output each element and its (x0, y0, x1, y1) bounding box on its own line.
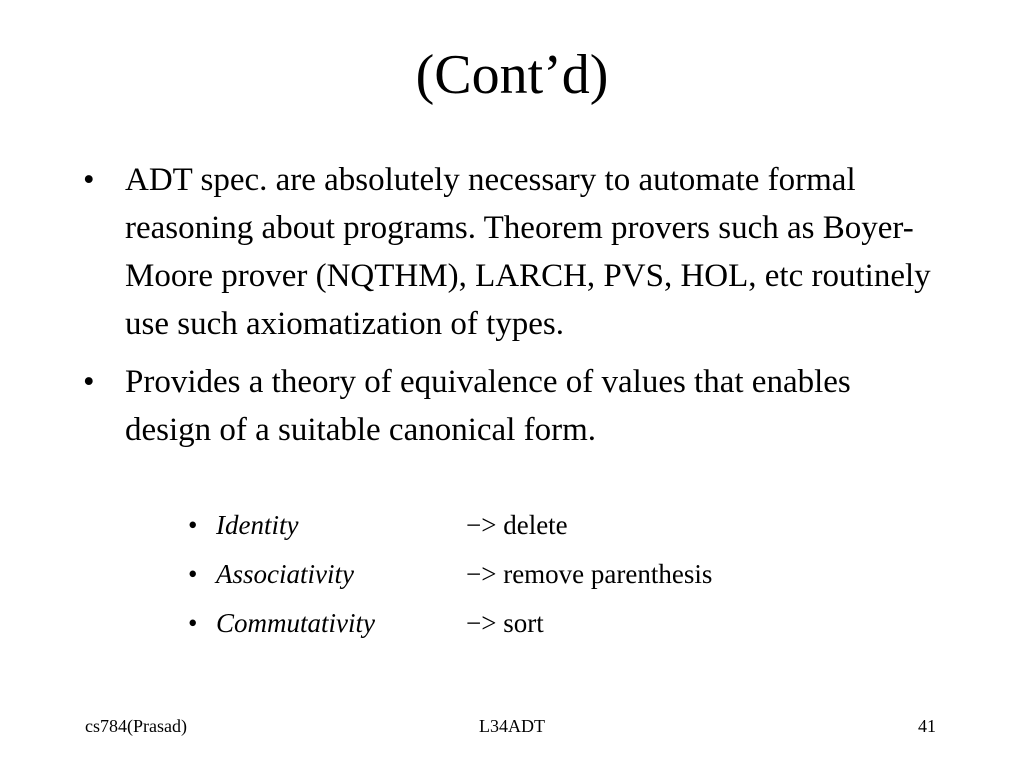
sub-bullet-marker: • (188, 559, 198, 589)
sub-bullet-item-associativity (188, 552, 888, 601)
sub-bullet-term: Identity (216, 510, 299, 540)
bullet-text: Provides a theory of equivalence of values that enables design of a suitable canonical form. (125, 364, 851, 448)
footer-author: cs784(Prasad) (85, 716, 187, 736)
slide-title: (Cont’d) (415, 44, 609, 106)
sub-bullet-marker: • (188, 510, 198, 540)
page-number: 41 (918, 716, 936, 736)
sub-bullet-mapping: −> remove parenthesis (466, 559, 713, 589)
bullet-marker: • (83, 162, 95, 198)
bullet-item (83, 156, 943, 348)
footer-lecture: L34ADT (479, 716, 545, 736)
sub-bullet-mapping: −> sort (466, 608, 544, 638)
sub-bullet-term: Associativity (216, 559, 354, 589)
sub-bullet-list (188, 503, 888, 650)
bullet-item (83, 358, 943, 454)
sub-bullet-item-commutativity (188, 601, 888, 650)
sub-bullet-marker: • (188, 608, 198, 638)
sub-bullet-term: Commutativity (216, 608, 375, 638)
bullet-list (83, 156, 943, 454)
bullet-marker: • (83, 364, 95, 400)
sub-bullet-mapping: −> delete (466, 510, 568, 540)
bullet-text: ADT spec. are absolutely necessary to automate formal reasoning about programs. Theorem provers such as Boyer-Moore prover (NQTHM), LARCH, PVS, HOL, etc routinely use such axiomatization of types. (125, 162, 931, 342)
sub-bullet-item-identity (188, 503, 888, 552)
